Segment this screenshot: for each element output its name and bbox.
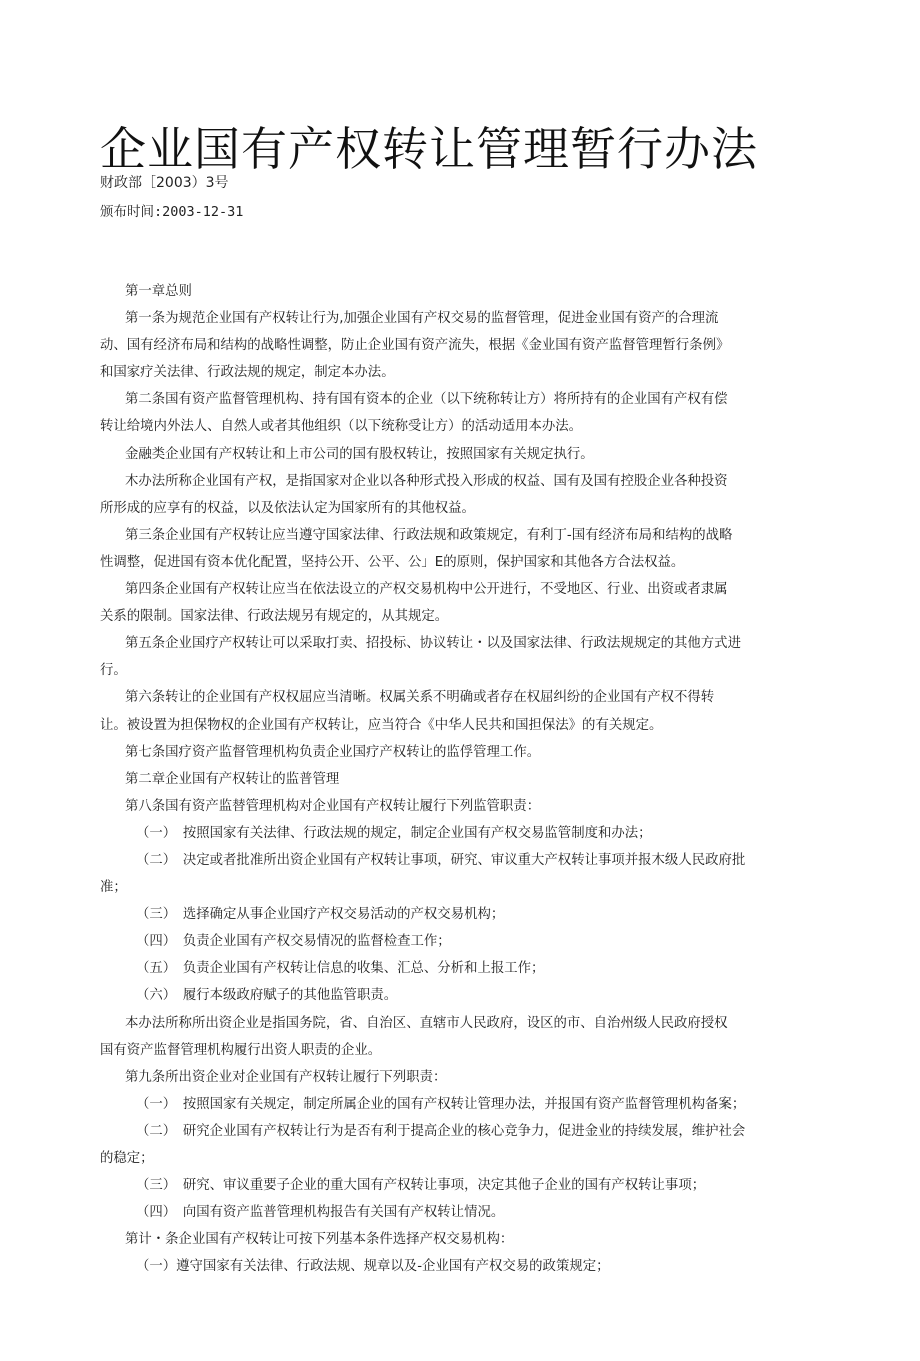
list-item: （四） 负责企业国有产权交易情况的监督检查工作； xyxy=(136,934,451,950)
list-item: （一） 按照国家有关规定，制定所属企业的国有产权转让管理办法，并报国有资产监督管理机构备案； xyxy=(136,1096,746,1112)
list-item: （三） 选择确定从事企业国疗产权交易活动的产权交易机构； xyxy=(136,907,505,923)
chapter-heading: 第二章企业国有产权转让的监普管理 xyxy=(125,771,340,787)
article-text: 国有资产监督管理机构履行出资人职责的企业。 xyxy=(100,1042,382,1058)
list-item: （五） 负责企业国有产权转让信息的收集、汇总、分析和上报工作； xyxy=(136,961,545,977)
article-text: 第六条转让的企业国有产权权屈应当清晰。权属关系不明确或者存在权屈纠纷的企业国有产权不得转 xyxy=(125,690,715,706)
list-item: （一）遵守国家有关法律、行政法规、规章以及-企业国有产权交易的政策规定； xyxy=(136,1259,610,1275)
publish-date: 颁布时间:2003-12-31 xyxy=(100,204,244,220)
list-item: （一） 按照国家有关法律、行政法规的规定，制定企业国有产权交易监管制度和办法； xyxy=(136,825,652,841)
article-text: 关系的限制。国家法律、行政法规另有规定的，从其规定。 xyxy=(100,609,449,625)
article-text: 动、国有经济布局和结构的战略性调整，防止企业国有资产流失，根据《金业国有资产监督管理暂行条例》 xyxy=(100,338,730,354)
list-item: （二） 决定或者批准所出资企业国有产权转让事项，研究、审议重大产权转让事项并报木级人民政府批 xyxy=(136,852,746,868)
list-item: （四） 向国有资产监普管理机构报告有关国有产权转让情况。 xyxy=(136,1205,505,1221)
article-text: 转让给境内外法人、自然人或者其他组织（以下统称受让方）的活动适用本办法。 xyxy=(100,419,583,435)
list-item: （三） 研究、审议重要子企业的重大国有产权转让事项，决定其他子企业的国有产权转让事项； xyxy=(136,1178,706,1194)
list-item: （六） 履行本级政府赋子的其他监管职责。 xyxy=(136,988,398,1004)
document-number: 财政部［2003）3号 xyxy=(100,175,229,191)
article-text: 第七条国疗资产监督管理机构负责企业国疗产权转让的监俘管理工作。 xyxy=(125,744,541,760)
article-text: 第二条国有资产监督管理机构、持有国有资本的企业（以下统称转让方）将所持有的企业国有产权有偿 xyxy=(125,392,728,408)
document-body xyxy=(100,278,820,1280)
article-text: 行。 xyxy=(100,663,127,679)
article-text: 和国家疗关法律、行政法规的规定，制定本办法。 xyxy=(100,365,395,381)
article-text: 木办法所称企业国有产权，是指国家对企业以各种形式投入形成的权益、国有及国有控股企业各种投资 xyxy=(125,473,728,489)
article-text: 第三条企业国有产权转让应当遵守国家法律、行政法规和政策规定，有利丁-国有经济布局和结构的战略 xyxy=(125,527,733,543)
article-text: 第四条企业国有产权转让应当在依法设立的产权交易机构中公开进行，不受地区、行业、出资或者隶属 xyxy=(125,582,728,598)
article-text: 第五条企业国疗产权转让可以采取打卖、招投标、协议转让・以及国家法律、行政法规规定的其他方式进 xyxy=(125,636,741,652)
list-item: （二） 研究企业国有产权转让行为是否有利于提高企业的核心竞争力，促进金业的持续发展，维护社会 xyxy=(136,1123,746,1139)
article-text: 让。被设置为担保物权的企业国有产权转让，应当符合《中华人民共和国担保法》的有关规定。 xyxy=(100,717,663,733)
article-text: 本办法所称所出资企业是指国务院，省、自治区、直辖市人民政府，设区的市、自治州级人民政府授权 xyxy=(125,1015,728,1031)
chapter-heading: 第一章总则 xyxy=(125,284,192,299)
article-text: 所形成的应享有的权益，以及依法认定为国家所有的其他权益。 xyxy=(100,500,475,516)
article-text: 金融类企业国有产权转让和上市公司的国有股权转让，按照国家有关规定执行。 xyxy=(125,446,594,462)
list-item-continuation: 的稳定； xyxy=(100,1151,154,1166)
article-text: 性调整，促进国有资本优化配置，坚持公开、公平、公」E的原则，保护国家和其他各方合法权益。 xyxy=(100,554,685,570)
article-text: 第九条所出资企业对企业国有产权转让履行下列职责： xyxy=(125,1069,447,1085)
list-item-continuation: 准； xyxy=(100,880,127,896)
document-title: 企业国有产权转让管理暂行办法 xyxy=(100,121,758,176)
article-text: 第八条国有资产监替管理机构对企业国有产权转让履行下列监管职责： xyxy=(125,798,541,814)
article-text: 第一条为规范企业国有产权转让行为,加强企业国有产权交易的监督管理，促进金业国有资产的合理流 xyxy=(125,311,719,327)
article-text: 第计・条企业国有产权转让可按下列基本条件选择产权交易机构： xyxy=(125,1232,514,1248)
